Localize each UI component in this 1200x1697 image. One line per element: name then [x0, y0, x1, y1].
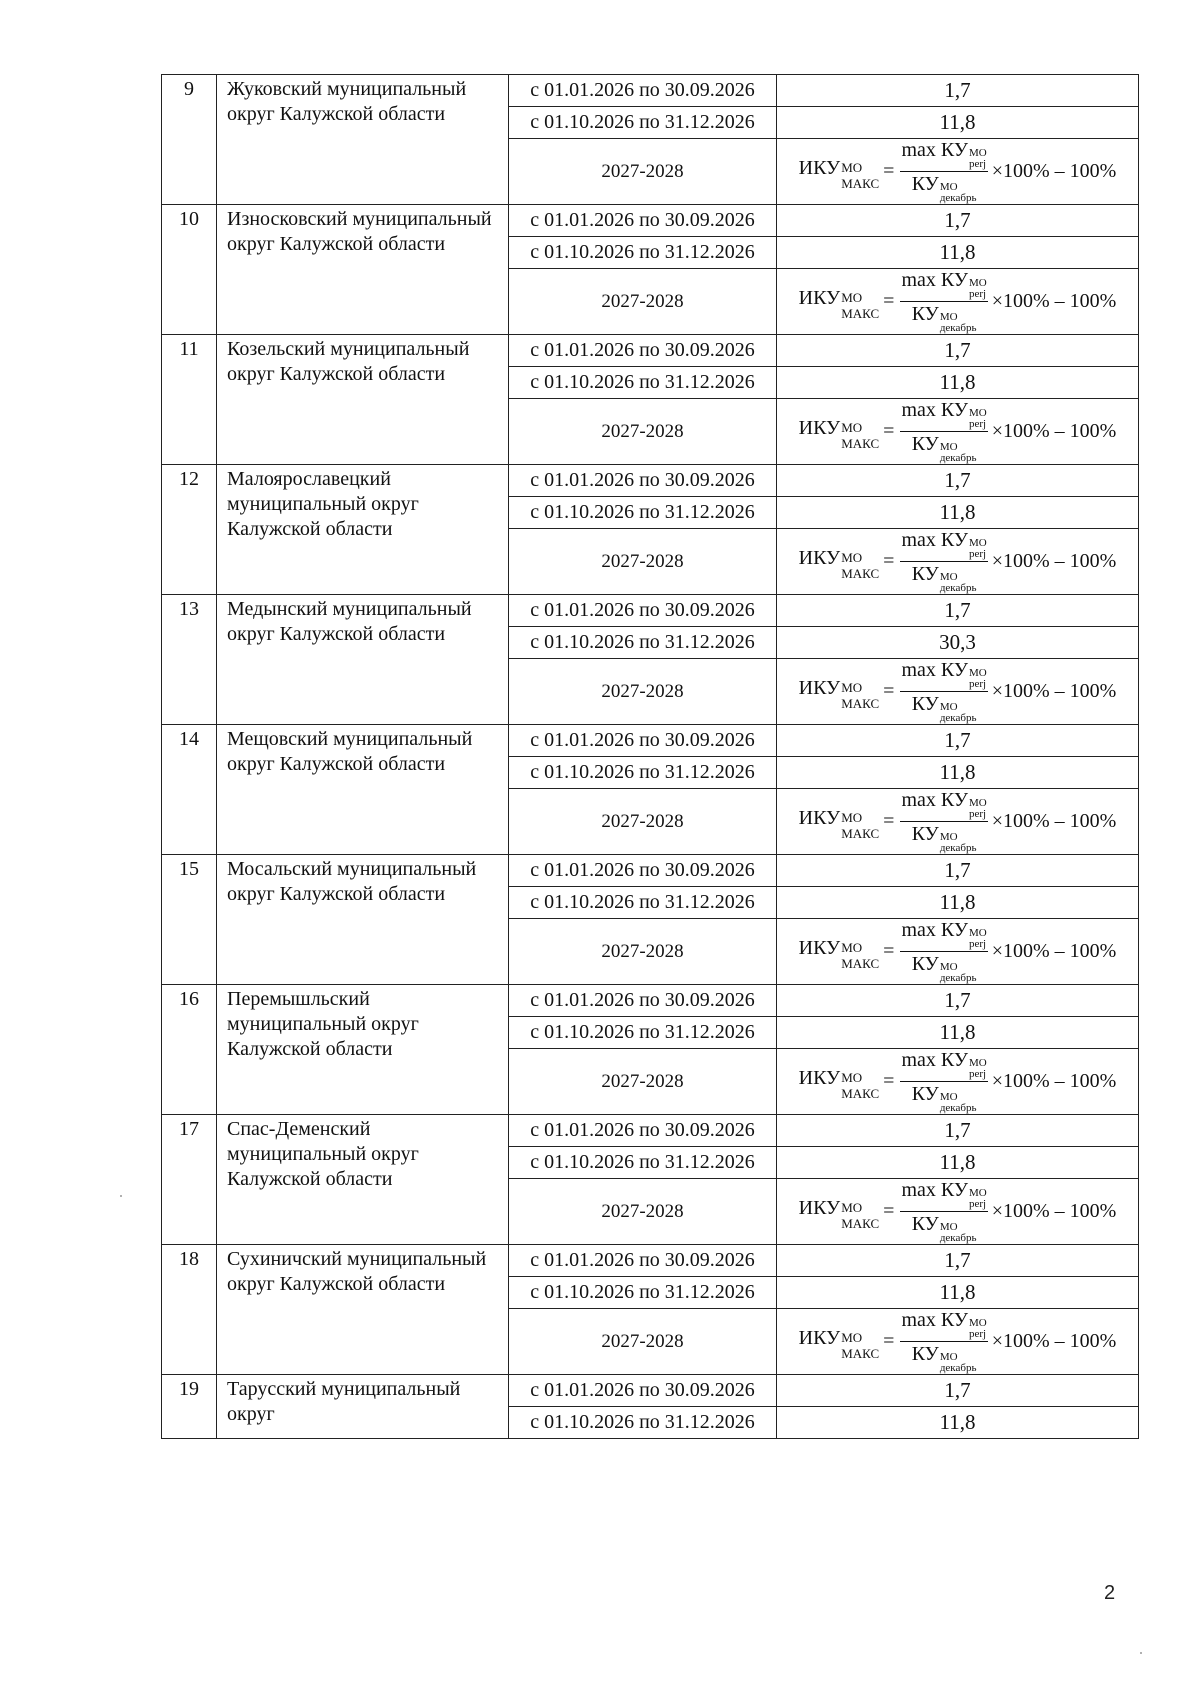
formula-tail: ×100% – 100% [991, 680, 1117, 702]
municipality-name: Козельский муниципальный округ Калужской области [217, 335, 509, 465]
row-number: 18 [162, 1245, 217, 1375]
period-cell: 2027-2028 [509, 529, 777, 595]
formula-tail: ×100% – 100% [991, 550, 1117, 572]
scan-speck [120, 1195, 122, 1197]
formula-tail: ×100% – 100% [991, 940, 1117, 962]
index-formula [799, 1309, 1117, 1374]
formula-lhs: ИКУ [798, 546, 841, 569]
formula-lhs-sup: МО [841, 1199, 863, 1215]
period-cell: с 01.01.2026 по 30.09.2026 [509, 75, 777, 107]
formula-cell [777, 1309, 1139, 1375]
period-cell: 2027-2028 [509, 1179, 777, 1245]
formula-numerator: max КУ [901, 1049, 968, 1071]
formula-lhs: ИКУ [798, 676, 841, 699]
formula-numerator: max КУ [901, 1309, 968, 1331]
formula-numerator: max КУ [901, 659, 968, 681]
formula-tail: ×100% – 100% [991, 1330, 1117, 1352]
municipality-name: Износковский муниципальный округ Калужской области [217, 205, 509, 335]
formula-lhs-sub: МАКС [841, 825, 880, 841]
formula-tail: ×100% – 100% [991, 1070, 1117, 1092]
formula-den-sub: декабрь [939, 322, 977, 334]
row-number: 11 [162, 335, 217, 465]
formula-equals: = [883, 940, 895, 962]
formula-den-sup: МО [939, 441, 958, 453]
index-value: 1,7 [777, 75, 1139, 107]
formula-denominator: КУ [911, 823, 939, 845]
table-row [162, 205, 1139, 237]
formula-lhs: ИКУ [798, 156, 841, 179]
municipality-name: Мосальский муниципальный округ Калужской области [217, 855, 509, 985]
formula-fraction [900, 919, 987, 984]
index-value: 11,8 [777, 757, 1139, 789]
period-cell: с 01.10.2026 по 31.12.2026 [509, 627, 777, 659]
formula-fraction [900, 1309, 987, 1374]
index-value: 11,8 [777, 237, 1139, 269]
index-value: 1,7 [777, 985, 1139, 1017]
formula-fraction [900, 1179, 987, 1244]
index-formula [799, 919, 1117, 984]
formula-lhs-sub: МАКС [841, 565, 880, 581]
municipality-name: Жуковский муниципальный округ Калужской области [217, 75, 509, 205]
formula-lhs-sup: МО [841, 549, 863, 565]
formula-lhs: ИКУ [798, 1326, 841, 1349]
index-value: 1,7 [777, 1115, 1139, 1147]
index-value: 11,8 [777, 1277, 1139, 1309]
index-value: 11,8 [777, 1017, 1139, 1049]
period-cell: 2027-2028 [509, 1309, 777, 1375]
formula-cell [777, 139, 1139, 205]
period-cell: с 01.10.2026 по 31.12.2026 [509, 887, 777, 919]
municipality-name: Мещовский муниципальный округ Калужской области [217, 725, 509, 855]
index-formula [799, 399, 1117, 464]
index-formula [799, 789, 1117, 854]
period-cell: 2027-2028 [509, 789, 777, 855]
formula-denominator: КУ [911, 563, 939, 585]
index-value: 1,7 [777, 335, 1139, 367]
formula-lhs-sup: МО [841, 939, 863, 955]
formula-num-sup: МО [969, 1187, 987, 1199]
period-cell: 2027-2028 [509, 919, 777, 985]
table-row [162, 855, 1139, 887]
formula-numerator: max КУ [901, 139, 968, 161]
formula-num-sup: МО [969, 1057, 987, 1069]
row-number: 10 [162, 205, 217, 335]
formula-num-sup: МО [969, 667, 987, 679]
formula-lhs: ИКУ [798, 936, 841, 959]
formula-num-sub: рerj [969, 938, 987, 950]
row-number: 17 [162, 1115, 217, 1245]
formula-numerator: max КУ [901, 269, 968, 291]
formula-fraction [900, 1049, 987, 1114]
period-cell: с 01.10.2026 по 31.12.2026 [509, 1277, 777, 1309]
table-row [162, 595, 1139, 627]
formula-lhs-sub: МАКС [841, 305, 880, 321]
formula-num-sub: рerj [969, 288, 987, 300]
formula-num-sup: МО [969, 537, 987, 549]
formula-fraction [900, 529, 987, 594]
formula-lhs-sup: МО [841, 1329, 863, 1345]
document-page [161, 74, 1138, 1439]
period-cell: 2027-2028 [509, 399, 777, 465]
row-number: 9 [162, 75, 217, 205]
scan-speck [1140, 1652, 1142, 1654]
formula-lhs-sub: МАКС [841, 175, 880, 191]
index-value: 1,7 [777, 205, 1139, 237]
formula-denominator: КУ [911, 1343, 939, 1365]
formula-tail: ×100% – 100% [991, 290, 1117, 312]
formula-den-sup: МО [939, 1221, 958, 1233]
municipality-name: Перемышльский муниципальный округ Калужской области [217, 985, 509, 1115]
period-cell: с 01.01.2026 по 30.09.2026 [509, 205, 777, 237]
formula-num-sup: МО [969, 797, 987, 809]
formula-num-sub: рerj [969, 548, 987, 560]
formula-den-sup: МО [939, 1091, 958, 1103]
formula-lhs: ИКУ [798, 1066, 841, 1089]
period-cell: с 01.10.2026 по 31.12.2026 [509, 237, 777, 269]
formula-den-sup: МО [939, 1351, 958, 1363]
formula-lhs-sup: МО [841, 809, 863, 825]
formula-num-sub: рerj [969, 158, 987, 170]
formula-tail: ×100% – 100% [991, 160, 1117, 182]
formula-numerator: max КУ [901, 399, 968, 421]
formula-equals: = [883, 160, 895, 182]
period-cell: с 01.01.2026 по 30.09.2026 [509, 985, 777, 1017]
formula-den-sub: декабрь [939, 192, 977, 204]
formula-lhs: ИКУ [798, 1196, 841, 1219]
index-formula [799, 1049, 1117, 1114]
formula-tail: ×100% – 100% [991, 420, 1117, 442]
period-cell: 2027-2028 [509, 659, 777, 725]
formula-den-sup: МО [939, 311, 958, 323]
formula-denominator: КУ [911, 1083, 939, 1105]
municipality-name: Сухиничский муниципальный округ Калужской области [217, 1245, 509, 1375]
row-number: 12 [162, 465, 217, 595]
period-cell: 2027-2028 [509, 1049, 777, 1115]
period-cell: с 01.01.2026 по 30.09.2026 [509, 1245, 777, 1277]
formula-tail: ×100% – 100% [991, 1200, 1117, 1222]
index-value: 1,7 [777, 855, 1139, 887]
period-cell: с 01.10.2026 по 31.12.2026 [509, 497, 777, 529]
table-row [162, 465, 1139, 497]
formula-den-sub: декабрь [939, 582, 977, 594]
municipality-name: Малоярославецкий муниципальный округ Калужской области [217, 465, 509, 595]
formula-lhs-sub: МАКС [841, 695, 880, 711]
formula-num-sup: МО [969, 407, 987, 419]
period-cell: с 01.01.2026 по 30.09.2026 [509, 335, 777, 367]
municipality-name: Тарусский муниципальный округ [217, 1375, 509, 1439]
formula-lhs-sup: МО [841, 419, 863, 435]
formula-denominator: КУ [911, 433, 939, 455]
row-number: 15 [162, 855, 217, 985]
formula-cell [777, 1049, 1139, 1115]
formula-den-sub: декабрь [939, 452, 977, 464]
formula-equals: = [883, 810, 895, 832]
formula-numerator: max КУ [901, 529, 968, 551]
period-cell: с 01.10.2026 по 31.12.2026 [509, 1147, 777, 1179]
index-value: 11,8 [777, 887, 1139, 919]
period-cell: с 01.01.2026 по 30.09.2026 [509, 855, 777, 887]
formula-lhs-sub: МАКС [841, 955, 880, 971]
formula-equals: = [883, 1070, 895, 1092]
period-cell: с 01.10.2026 по 31.12.2026 [509, 757, 777, 789]
formula-lhs-sub: МАКС [841, 435, 880, 451]
formula-lhs-sup: МО [841, 289, 863, 305]
formula-lhs-sub: МАКС [841, 1345, 880, 1361]
formula-lhs: ИКУ [798, 416, 841, 439]
formula-num-sub: рerj [969, 808, 987, 820]
formula-num-sub: рerj [969, 1198, 987, 1210]
table-row [162, 985, 1139, 1017]
period-cell: с 01.01.2026 по 30.09.2026 [509, 465, 777, 497]
municipality-name: Медынский муниципальный округ Калужской области [217, 595, 509, 725]
formula-lhs-sup: МО [841, 1069, 863, 1085]
formula-cell [777, 919, 1139, 985]
period-cell: с 01.01.2026 по 30.09.2026 [509, 1115, 777, 1147]
period-cell: с 01.01.2026 по 30.09.2026 [509, 595, 777, 627]
formula-num-sup: МО [969, 1317, 987, 1329]
formula-tail: ×100% – 100% [991, 810, 1117, 832]
formula-denominator: КУ [911, 693, 939, 715]
index-value: 11,8 [777, 1147, 1139, 1179]
formula-equals: = [883, 420, 895, 442]
index-formula [799, 269, 1117, 334]
formula-den-sub: декабрь [939, 1102, 977, 1114]
formula-den-sup: МО [939, 571, 958, 583]
formula-den-sub: декабрь [939, 842, 977, 854]
formula-den-sup: МО [939, 831, 958, 843]
formula-fraction [900, 659, 987, 724]
row-number: 16 [162, 985, 217, 1115]
formula-den-sup: МО [939, 181, 958, 193]
index-value: 11,8 [777, 497, 1139, 529]
formula-den-sub: декабрь [939, 712, 977, 724]
period-cell: с 01.10.2026 по 31.12.2026 [509, 1407, 777, 1439]
formula-denominator: КУ [911, 1213, 939, 1235]
formula-equals: = [883, 1330, 895, 1352]
index-formula [799, 529, 1117, 594]
index-formula [799, 139, 1117, 204]
formula-denominator: КУ [911, 303, 939, 325]
formula-equals: = [883, 550, 895, 572]
row-number: 13 [162, 595, 217, 725]
formula-num-sub: рerj [969, 1068, 987, 1080]
formula-equals: = [883, 290, 895, 312]
formula-fraction [900, 399, 987, 464]
table-row [162, 1115, 1139, 1147]
formula-fraction [900, 139, 987, 204]
formula-num-sub: рerj [969, 1328, 987, 1340]
period-cell: 2027-2028 [509, 269, 777, 335]
index-value: 1,7 [777, 1245, 1139, 1277]
formula-cell [777, 659, 1139, 725]
formula-cell [777, 789, 1139, 855]
table-body [162, 75, 1139, 1439]
formula-den-sub: декабрь [939, 972, 977, 984]
page-number: 2 [1104, 1582, 1116, 1604]
period-cell: 2027-2028 [509, 139, 777, 205]
index-value: 1,7 [777, 725, 1139, 757]
table-row [162, 1375, 1139, 1407]
formula-lhs-sup: МО [841, 679, 863, 695]
index-value: 1,7 [777, 595, 1139, 627]
formula-den-sup: МО [939, 701, 958, 713]
table-row [162, 75, 1139, 107]
row-number: 19 [162, 1375, 217, 1439]
period-cell: с 01.10.2026 по 31.12.2026 [509, 107, 777, 139]
period-cell: с 01.10.2026 по 31.12.2026 [509, 1017, 777, 1049]
index-value: 1,7 [777, 465, 1139, 497]
formula-lhs-sup: МО [841, 159, 863, 175]
formula-numerator: max КУ [901, 789, 968, 811]
tariff-index-table [161, 74, 1139, 1439]
formula-den-sub: декабрь [939, 1232, 977, 1244]
formula-num-sub: рerj [969, 678, 987, 690]
formula-fraction [900, 789, 987, 854]
municipality-name: Спас-Деменский муниципальный округ Калужской области [217, 1115, 509, 1245]
formula-equals: = [883, 680, 895, 702]
index-value: 11,8 [777, 367, 1139, 399]
table-row [162, 1245, 1139, 1277]
formula-cell [777, 1179, 1139, 1245]
index-formula [799, 659, 1117, 724]
period-cell: с 01.10.2026 по 31.12.2026 [509, 367, 777, 399]
formula-lhs: ИКУ [798, 806, 841, 829]
formula-lhs-sub: МАКС [841, 1085, 880, 1101]
formula-lhs: ИКУ [798, 286, 841, 309]
formula-cell [777, 269, 1139, 335]
formula-cell [777, 399, 1139, 465]
table-row [162, 335, 1139, 367]
formula-numerator: max КУ [901, 919, 968, 941]
index-value: 30,3 [777, 627, 1139, 659]
row-number: 14 [162, 725, 217, 855]
index-formula [799, 1179, 1117, 1244]
formula-num-sup: МО [969, 277, 987, 289]
index-value: 11,8 [777, 107, 1139, 139]
index-value: 11,8 [777, 1407, 1139, 1439]
formula-num-sup: МО [969, 147, 987, 159]
table-row [162, 725, 1139, 757]
formula-equals: = [883, 1200, 895, 1222]
formula-den-sup: МО [939, 961, 958, 973]
formula-fraction [900, 269, 987, 334]
formula-den-sub: декабрь [939, 1362, 977, 1374]
period-cell: с 01.01.2026 по 30.09.2026 [509, 725, 777, 757]
formula-num-sup: МО [969, 927, 987, 939]
formula-num-sub: рerj [969, 418, 987, 430]
formula-cell [777, 529, 1139, 595]
period-cell: с 01.01.2026 по 30.09.2026 [509, 1375, 777, 1407]
formula-denominator: КУ [911, 953, 939, 975]
formula-lhs-sub: МАКС [841, 1215, 880, 1231]
index-value: 1,7 [777, 1375, 1139, 1407]
formula-numerator: max КУ [901, 1179, 968, 1201]
formula-denominator: КУ [911, 173, 939, 195]
